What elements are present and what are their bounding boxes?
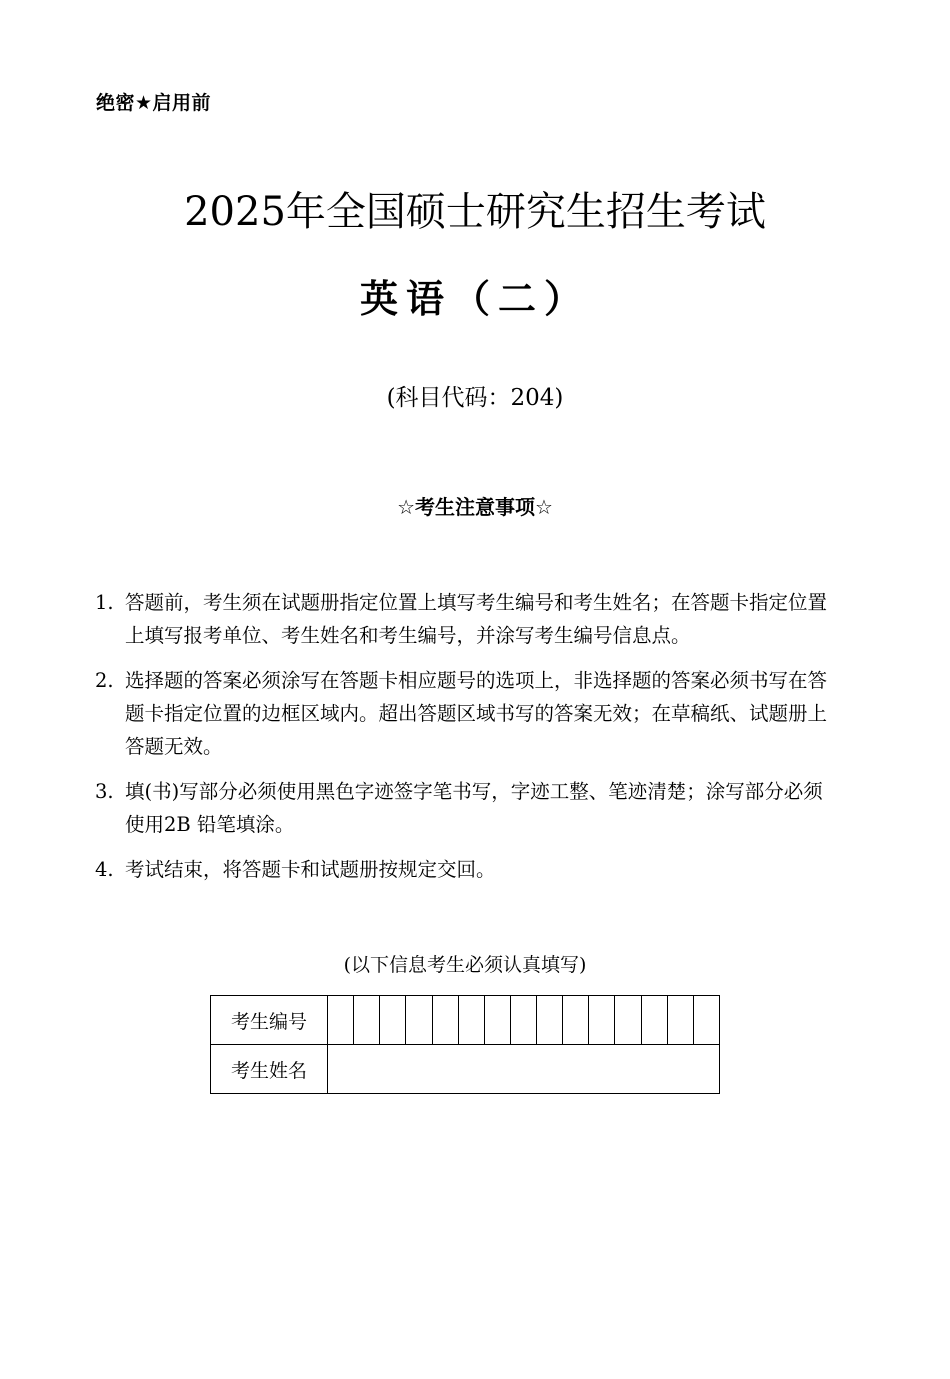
candidate-id-digit-box[interactable] (458, 996, 484, 1045)
notice-number: 3. (95, 780, 114, 803)
candidate-id-digit-box[interactable] (615, 996, 641, 1045)
candidate-id-digit-box[interactable] (484, 996, 510, 1045)
info-form-caption: (以下信息考生必须认真填写) (343, 954, 587, 976)
candidate-name-row (211, 1045, 720, 1094)
notice-number: 1. (95, 591, 114, 614)
notice-text: 填(书)写部分必须使用黑色字迹签字笔书写，字迹工整、笔迹清楚；涂写部分必须使用2B 铅笔填涂。 (125, 780, 823, 836)
subject-code: (科目代码：204) (386, 385, 564, 411)
notice-text: 考试结束，将答题卡和试题册按规定交回。 (125, 858, 496, 881)
candidate-info-table (210, 995, 720, 1094)
candidate-id-row (211, 996, 720, 1045)
candidate-id-digit-box[interactable] (563, 996, 589, 1045)
candidate-id-digit-box[interactable] (510, 996, 536, 1045)
notice-item-1 (95, 586, 835, 652)
candidate-id-digit-box[interactable] (641, 996, 667, 1045)
candidate-id-digit-box[interactable] (537, 996, 563, 1045)
notice-number: 2. (95, 669, 114, 692)
candidate-id-digit-box[interactable] (589, 996, 615, 1045)
subject-title: 英语（二） (359, 276, 590, 321)
candidate-id-digit-box[interactable] (354, 996, 380, 1045)
candidate-id-digit-box[interactable] (406, 996, 432, 1045)
exam-title: 2025年全国硕士研究生招生考试 (184, 189, 766, 235)
notice-title: ☆考生注意事项☆ (397, 495, 553, 519)
candidate-id-digit-box[interactable] (667, 996, 693, 1045)
notice-item-4 (95, 853, 835, 886)
notice-item-2 (95, 664, 835, 763)
notice-item-3 (95, 775, 835, 841)
notice-list (95, 586, 835, 898)
confidential-mark: 绝密★启用前 (96, 92, 212, 114)
notice-number: 4. (95, 858, 114, 881)
candidate-id-digit-box[interactable] (328, 996, 354, 1045)
candidate-name-field[interactable] (328, 1045, 720, 1094)
notice-text: 选择题的答案必须涂写在答题卡相应题号的选项上，非选择题的答案必须书写在答题卡指定位置的边框区域内。超出答题区域书写的答案无效；在草稿纸、试题册上答题无效。 (125, 669, 828, 758)
candidate-id-digit-box[interactable] (693, 996, 719, 1045)
candidate-name-label: 考生姓名 (211, 1045, 328, 1094)
candidate-id-digit-box[interactable] (432, 996, 458, 1045)
candidate-id-label: 考生编号 (211, 996, 328, 1045)
candidate-id-digit-box[interactable] (380, 996, 406, 1045)
notice-text: 答题前，考生须在试题册指定位置上填写考生编号和考生姓名；在答题卡指定位置上填写报考单位、考生姓名和考生编号，并涂写考生编号信息点。 (125, 591, 828, 647)
